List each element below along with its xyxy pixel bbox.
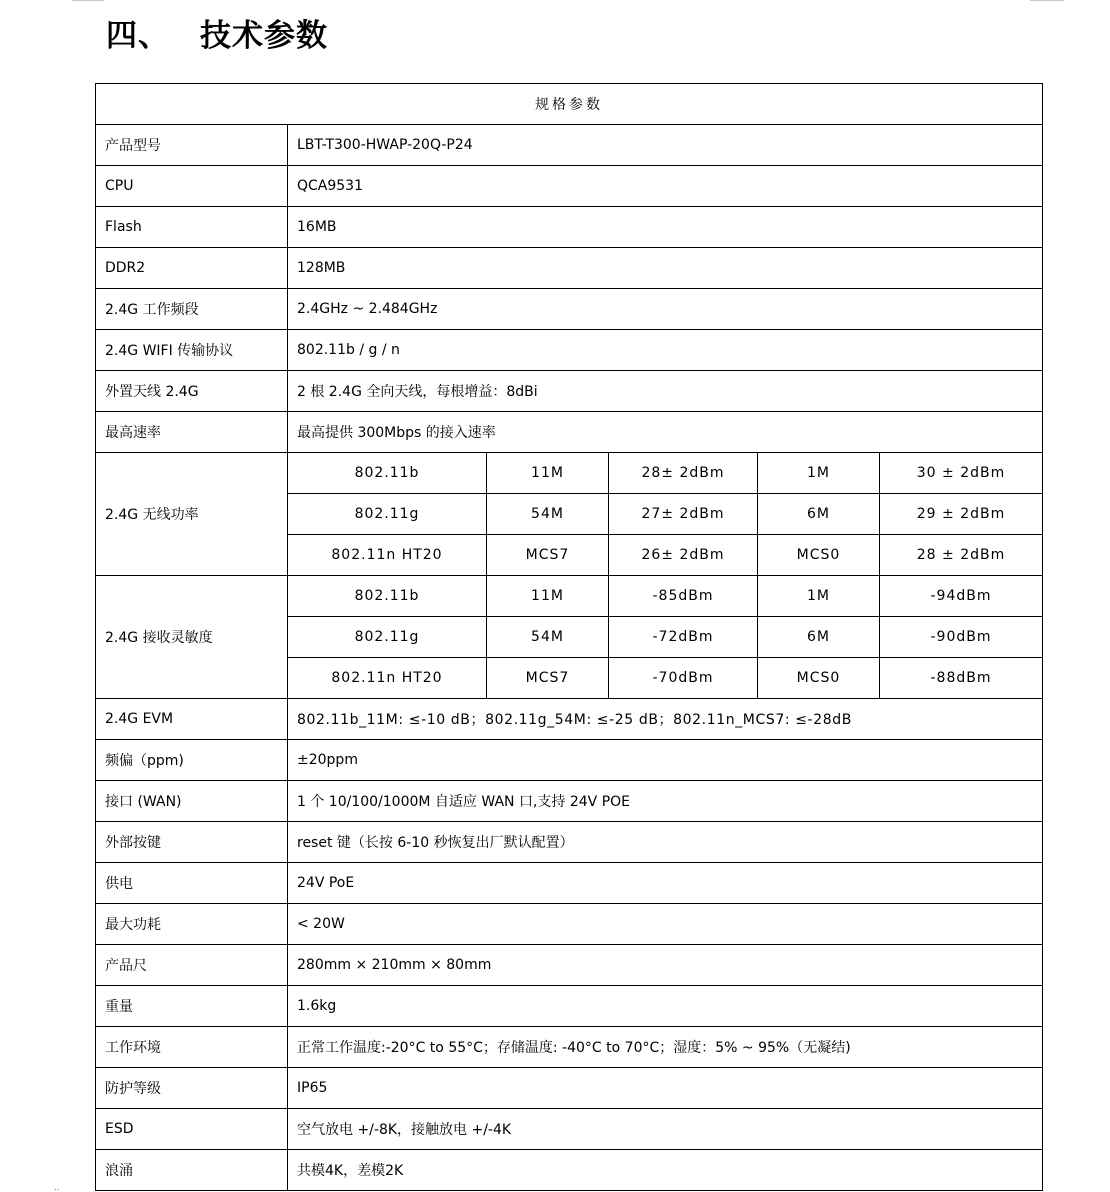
tx-power-cell: 29 ± 2dBm [880, 494, 1043, 535]
spec-label: 2.4G WIFI 传输协议 [96, 330, 288, 371]
spec-row [96, 248, 1043, 289]
spec-label: Flash [96, 207, 288, 248]
spec-label: 外部按键 [96, 822, 288, 863]
section-title: 技术参数 [200, 18, 328, 54]
tx-power-cell: 30 ± 2dBm [880, 453, 1043, 494]
rx-sensitivity-cell: MCS7 [487, 658, 609, 699]
table-title-row [96, 84, 1043, 125]
section-number: 四、 [106, 18, 170, 54]
spec-row [96, 1109, 1043, 1150]
rx-sensitivity-cell: -72dBm [609, 617, 758, 658]
spec-label: 最高速率 [96, 412, 288, 453]
spec-row [96, 904, 1043, 945]
spec-label: DDR2 [96, 248, 288, 289]
spec-label: 外置天线 2.4G [96, 371, 288, 412]
spec-value: 共模4K，差模2K [288, 1150, 1043, 1191]
tx-power-cell: MCS0 [758, 535, 880, 576]
rx-sensitivity-label: 2.4G 接收灵敏度 [96, 576, 288, 699]
rx-sensitivity-cell: MCS0 [758, 658, 880, 699]
spec-row [96, 740, 1043, 781]
spec-value: 正常工作温度:-20°C to 55°C；存储温度: -40°C to 70°C；湿度：5% ~ 95%（无凝结) [288, 1027, 1043, 1068]
spec-row [96, 699, 1043, 740]
rx-sensitivity-cell: -85dBm [609, 576, 758, 617]
spec-value: 16MB [288, 207, 1043, 248]
spec-row [96, 945, 1043, 986]
tx-power-cell: 27± 2dBm [609, 494, 758, 535]
tx-power-cell: 26± 2dBm [609, 535, 758, 576]
tx-power-cell: 802.11n HT20 [288, 535, 487, 576]
spec-value: reset 键（长按 6-10 秒恢复出厂默认配置） [288, 822, 1043, 863]
spec-value: 2.4GHz ~ 2.484GHz [288, 289, 1043, 330]
tx-power-cell: 6M [758, 494, 880, 535]
spec-label: 工作环境 [96, 1027, 288, 1068]
tx-power-cell: 802.11b [288, 453, 487, 494]
spec-value: IP65 [288, 1068, 1043, 1109]
rx-sensitivity-cell: 11M [487, 576, 609, 617]
spec-row [96, 986, 1043, 1027]
spec-row [96, 207, 1043, 248]
spec-row [96, 371, 1043, 412]
table-title: 规格参数 [96, 84, 1043, 125]
section-heading [106, 10, 328, 55]
spec-row [96, 1150, 1043, 1191]
spec-row [96, 330, 1043, 371]
spec-value: 空气放电 +/-8K，接触放电 +/-4K [288, 1109, 1043, 1150]
spec-label: 接口 (WAN) [96, 781, 288, 822]
spec-value: 280mm × 210mm × 80mm [288, 945, 1043, 986]
rx-sensitivity-cell: 802.11g [288, 617, 487, 658]
spec-label: ESD [96, 1109, 288, 1150]
spec-value: 2 根 2.4G 全向天线，每根增益：8dBi [288, 371, 1043, 412]
spec-label: 2.4G 工作频段 [96, 289, 288, 330]
spec-label: 浪涌 [96, 1150, 288, 1191]
spec-value: LBT-T300-HWAP-20Q-P24 [288, 125, 1043, 166]
tx-power-cell: 11M [487, 453, 609, 494]
spec-row [96, 781, 1043, 822]
spec-value: 1 个 10/100/1000M 自适应 WAN 口,支持 24V POE [288, 781, 1043, 822]
tx-power-cell: 28± 2dBm [609, 453, 758, 494]
spec-table [95, 83, 1043, 1191]
page-corner-dots: ‥ [54, 1183, 60, 1192]
spec-label: 产品型号 [96, 125, 288, 166]
rx-sensitivity-cell: -88dBm [880, 658, 1043, 699]
spec-label: 2.4G EVM [96, 699, 288, 740]
spec-row [96, 1027, 1043, 1068]
spec-label: 最大功耗 [96, 904, 288, 945]
rx-sensitivity-cell: -94dBm [880, 576, 1043, 617]
rx-sensitivity-cell: 1M [758, 576, 880, 617]
tx-power-cell: MCS7 [487, 535, 609, 576]
spec-row [96, 1068, 1043, 1109]
spec-value: 24V PoE [288, 863, 1043, 904]
page-edge-mark-left [72, 0, 104, 1]
rx-sensitivity-row [96, 576, 1043, 617]
tx-power-label: 2.4G 无线功率 [96, 453, 288, 576]
spec-label: 防护等级 [96, 1068, 288, 1109]
spec-value: 128MB [288, 248, 1043, 289]
spec-label: 频偏（ppm) [96, 740, 288, 781]
tx-power-cell: 28 ± 2dBm [880, 535, 1043, 576]
spec-row [96, 412, 1043, 453]
rx-sensitivity-cell: 54M [487, 617, 609, 658]
rx-sensitivity-cell: -70dBm [609, 658, 758, 699]
spec-label: 重量 [96, 986, 288, 1027]
spec-value: 最高提供 300Mbps 的接入速率 [288, 412, 1043, 453]
spec-row [96, 125, 1043, 166]
tx-power-row [96, 453, 1043, 494]
spec-value: 802.11b / g / n [288, 330, 1043, 371]
evm-value: 802.11b_11M: ≤-10 dB；802.11g_54M: ≤-25 dB；802.11n_MCS7: ≤-28dB [288, 699, 1043, 740]
spec-value: 1.6kg [288, 986, 1043, 1027]
spec-label: CPU [96, 166, 288, 207]
spec-label: 产品尺 [96, 945, 288, 986]
tx-power-cell: 54M [487, 494, 609, 535]
spec-value: ±20ppm [288, 740, 1043, 781]
tx-power-cell: 802.11g [288, 494, 487, 535]
spec-row [96, 863, 1043, 904]
rx-sensitivity-cell: 802.11b [288, 576, 487, 617]
spec-row [96, 289, 1043, 330]
rx-sensitivity-cell: -90dBm [880, 617, 1043, 658]
spec-row [96, 166, 1043, 207]
spec-row [96, 822, 1043, 863]
rx-sensitivity-cell: 802.11n HT20 [288, 658, 487, 699]
spec-value: QCA9531 [288, 166, 1043, 207]
tx-power-cell: 1M [758, 453, 880, 494]
spec-value: < 20W [288, 904, 1043, 945]
rx-sensitivity-cell: 6M [758, 617, 880, 658]
spec-label: 供电 [96, 863, 288, 904]
page-edge-mark-right [1030, 0, 1064, 1]
